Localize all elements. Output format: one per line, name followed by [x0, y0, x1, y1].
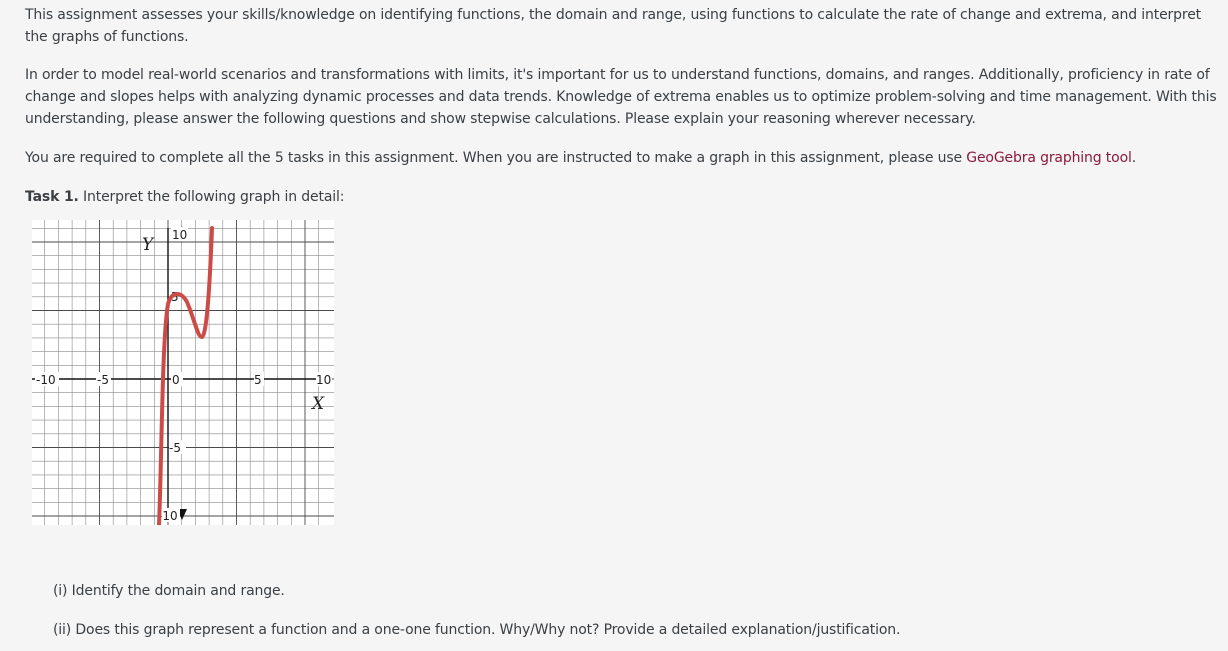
task1-label: Task 1. — [25, 189, 79, 205]
y-axis-label: Y — [142, 235, 154, 255]
tick-y-10: 10 — [172, 228, 188, 242]
tick-x-5: 5 — [254, 373, 262, 387]
tick-y-neg5: -5 — [169, 441, 181, 455]
task1-heading — [25, 186, 344, 208]
tick-y-5: 5 — [171, 290, 179, 304]
geogebra-link[interactable]: GeoGebra graphing tool — [966, 150, 1132, 166]
instructions-suffix: . — [1131, 150, 1137, 166]
intro-paragraph-2: In order to model real-world scenarios and transformations with limits, it's important for us to understand functions, domains, and ranges. Additionally, proficiency in rate of change and slopes helps with analyzing dynamic processes and data trends. Knowledge of extrema enables us to optimize problem-solving and time management. With this understanding, please answer the following questions and show stepwise calculations. Please explain your reasoning wherever necessary. — [25, 67, 1217, 127]
task1-graph — [32, 220, 334, 525]
tick-x-neg5: -5 — [97, 373, 109, 387]
task1-prompt: Interpret the following graph in detail: — [78, 189, 345, 205]
question-1: (i) Identify the domain and range. — [53, 583, 285, 599]
intro-paragraph-1: This assignment assesses your skills/knowledge on identifying functions, the domain and range, using functions to calculate the rate of change and extrema, and interpret the graphs of functions. — [25, 7, 1201, 45]
tick-x-10: 10 — [316, 373, 332, 387]
instructions-text: You are required to complete all the 5 tasks in this assignment. When you are instructed to make a graph in this assignment, please use — [25, 150, 967, 166]
graph-svg — [32, 220, 334, 525]
tick-x-neg10: -10 — [36, 373, 56, 387]
question-2: (ii) Does this graph represent a function and a one-one function. Why/Why not? Provide a detailed explanation/justification. — [53, 622, 901, 638]
tick-y-neg10: -10 — [158, 509, 178, 523]
instructions-paragraph — [25, 147, 1217, 169]
tick-x-0: 0 — [172, 373, 180, 387]
x-axis-label: X — [312, 394, 325, 414]
